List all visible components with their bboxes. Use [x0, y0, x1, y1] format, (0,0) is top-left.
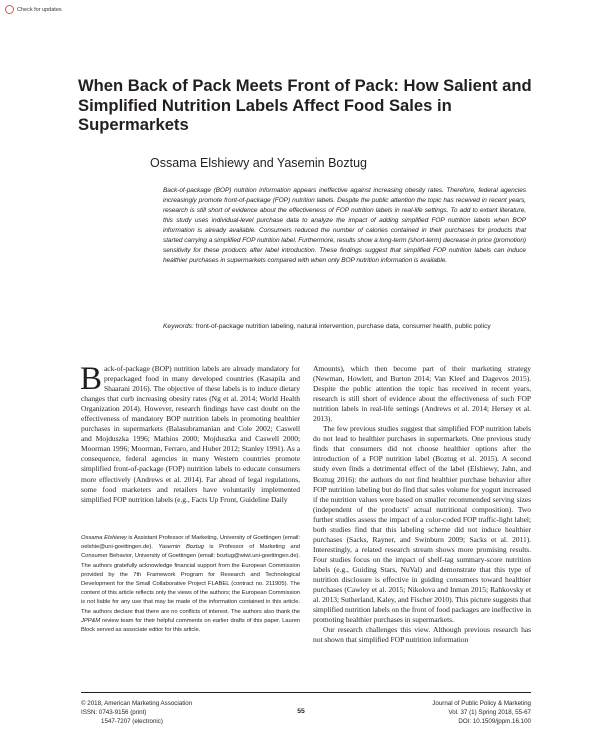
intro-paragraph: ack-of-package (BOP) nutrition labels are already mandatory for prepackaged food in many developed countries (Kasapila and Shaarani 2016). The objective of these labels is to induce dietary changes that curb increasing obesity rates (Ng et al. 2014; World Health Organization 2014). However, research findings have cast doubt on the effectiveness of mandatory BOP nutrition labels in promoting healthier purchases in supermarkets (Balasubramanian and Cole 2002; Caswell and Mojduszka 1996; Mathios 2000; Mojduszka and Caswell 2000; Moorman 1996; Moorman, Ferraro, and Huber 2012; Stanley 1991). As a consequence, federal agencies in many Western countries promote simplified front-of-package (FOP) nutrition labels to educate consumers more effectively (Andrews et al. 2014). Far ahead of legal regulations, some food marketers and retailers have voluntarily implemented simplified FOP nutrition labels (e.g., Facts Up Front, Guideline Daily	[81, 364, 300, 504]
footer-doi[interactable]: DOI: 10.1509/jppm.16.100	[458, 718, 531, 725]
body-column-left	[80, 361, 300, 505]
check-for-updates-label: Check for updates	[17, 6, 62, 13]
body-column-right	[313, 364, 531, 645]
check-for-updates-badge[interactable]	[5, 5, 62, 14]
footer-copyright-line: © 2018, American Marketing Association	[81, 700, 193, 707]
footer-issn-print: ISSN: 0743-9156 (print)	[81, 709, 147, 716]
drop-cap: B	[80, 361, 102, 397]
footer-divider	[81, 692, 531, 693]
footnote-text-1: is Assistant Professor of Marketing, University of Goettingen (email: oelshie@uni-goettingen.de).	[81, 535, 300, 551]
keywords	[163, 322, 526, 332]
footer-journal-name: Journal of Public Policy & Marketing	[432, 700, 531, 707]
footer-volume: Vol. 37 (1) Spring 2018, 55-67	[448, 709, 531, 716]
footnote-author-1: Ossama Elshiewy	[81, 535, 127, 541]
body-paragraph-2: The few previous studies suggest that simplified FOP nutrition labels do not lead to healthier purchases in supermarkets. One previous study finds that consumers did not choose healthier options after the introduction of a FOP nutrition label (Boztug et al. 2015). A second study even finds a detrimental effect of the label (Elshiewy, Jahn, and Boztug 2016): the authors do not find healthier purchase behavior after FOP nutrition labeling but do find that sales volume for yogurt increased if the nutrition values were based on smaller recommended serving sizes (independent of the products' actual nutritional composition). Two further studies assess the impact of a color-coded FOP traffic-light label; both studies find that this labeling scheme did not induce healthier purchases (Sacks, Rayner, and Swinburn 2009; Sacks et al. 2011). Interestingly, a related research stream shows more promising results. Four studies focus on the impact of shelf-tag summary-score nutrition labels (e.g., Guiding Stars, NuVal) and demonstrate that this type of nutrition disclosure is effective in guiding consumers toward healthier purchases (Cawley et al. 2015; Nikolova and Inman 2015; Rahkovsky et al. 2013; Sutherland, Kaley, and Fischer 2010). This picture suggests that simplified nutrition labels on the front of food packages are ineffective in promoting healthier purchases in supermarkets.	[313, 424, 531, 625]
keywords-label: Keywords:	[163, 323, 194, 330]
author-footnote	[81, 534, 300, 635]
article-authors: Ossama Elshiewy and Yasemin Boztug	[150, 156, 368, 170]
footer-issn-electronic: 1547-7207 (electronic)	[101, 718, 163, 725]
page-number: 55	[297, 708, 305, 715]
footnote-text-2: is Professor of Marketing and Consumer Behavior, University of Goettingen (email: boztug@wiwi.uni-goettingen.de). The authors gratefully acknowledge financial support from the European Commission provided by the 7th Framework Program for Research and Technological Development for the Small Collaborative Project FLABEL (contract no. 211905). The content of this article reflects only the views of the authors; the European Commission is not liable for any use that may be made of the information contained in this article. The authors declare that there are no conflicts of interest. The authors also thank the	[81, 544, 300, 615]
keywords-text: front-of-package nutrition labeling, natural intervention, purchase data, consumer health, public policy	[195, 323, 491, 330]
body-paragraph-1: Amounts), which then become part of their marketing strategy (Newman, Howlett, and Burton 2014; Van Kleef and Dagevos 2015). Despite the public attention the topic has received in recent years, research is still short of evidence about the effectiveness of such FOP nutrition labels in real-life settings (Andrews et al. 2014; Hersey et al. 2013).	[313, 364, 531, 424]
check-for-updates-icon	[5, 5, 14, 14]
body-paragraph-3: Our research challenges this view. Although previous research has not shown that simplified FOP nutrition information	[313, 625, 531, 645]
footer-copyright	[81, 699, 192, 726]
footnote-text-3: review team for their helpful comments on earlier drafts of this paper. Lauren Block served as associate editor for this article.	[81, 617, 300, 634]
footnote-author-2: Yasemin Boztug	[158, 544, 204, 551]
footer-journal-info	[380, 699, 531, 726]
article-title: When Back of Pack Meets Front of Pack: How Salient and Simplified Nutrition Labels Affect Food Sales in Supermarkets	[78, 76, 532, 134]
footnote-journal: JPP&M	[81, 617, 101, 624]
abstract: Back-of-package (BOP) nutrition information appears ineffective against increasing obesity rates. Therefore, federal agencies increasingly promote front-of-package (FOP) nutrition labels. Despite the public attention the topic has received in recent years, research is still short of evidence about the effectiveness of FOP nutrition labels in real-life settings. To add to extant literature, this study uses individual-level purchase data to analyze the impact of adding simplified FOP nutrition labels when BOP information is already available. Consumers reduced the number of calories contained in their purchases for products that started carrying a simplified FOP nutrition label. Furthermore, results show a long-term (short-term) decrease in price (promotion) sensitivity for these products after label introduction. These findings suggest that simplified FOP nutrition labels can induce healthier purchases in supermarkets compared with when only BOP nutrition information is available.	[163, 187, 526, 264]
